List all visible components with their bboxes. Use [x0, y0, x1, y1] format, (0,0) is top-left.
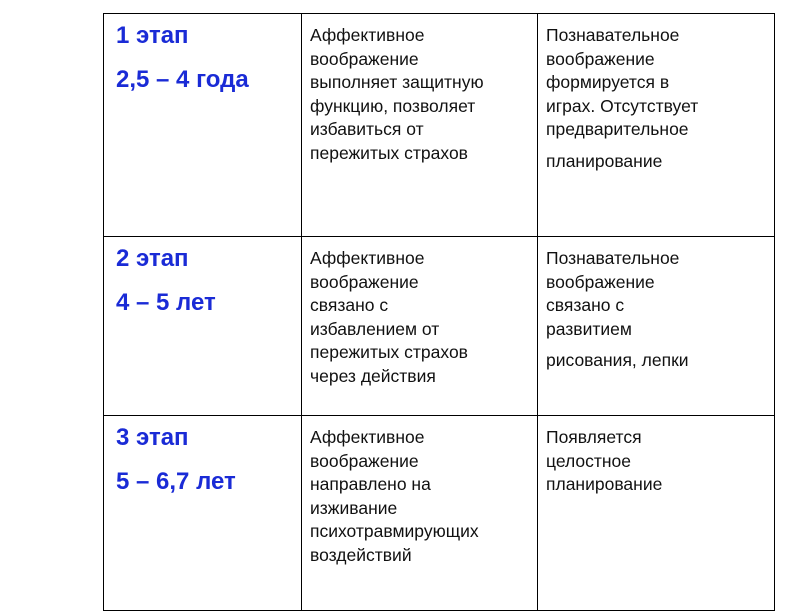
cognitive-description-tail: планирование [546, 150, 663, 171]
affective-description: Аффективное воображение направлено на изживание психотравмирующих воздействий [310, 427, 479, 565]
cognitive-description: Познавательное воображение связано с развитием [546, 248, 680, 339]
stage-cell [104, 14, 302, 237]
stage-label: 2 этап [116, 245, 189, 272]
stage-cell [104, 416, 302, 611]
cognitive-cell [538, 14, 775, 237]
table-row [104, 14, 775, 237]
stage-label: 3 этап [116, 424, 189, 451]
affective-cell [302, 416, 538, 611]
stage-age: 4 – 5 лет [116, 289, 216, 316]
stage-age: 2,5 – 4 года [116, 66, 249, 93]
affective-cell [302, 237, 538, 416]
cognitive-description: Появляется целостное планирование [546, 427, 663, 494]
cognitive-description: Познавательное воображение формируется в играх. Отсутствует предварительное [546, 25, 699, 139]
stage-age: 5 – 6,7 лет [116, 468, 236, 495]
cognitive-description-tail: рисования, лепки [546, 350, 689, 370]
imagination-stages-table [103, 13, 775, 611]
table-row [104, 416, 775, 611]
cognitive-cell [538, 237, 775, 416]
affective-cell [302, 14, 538, 237]
stage-cell [104, 237, 302, 416]
affective-description: Аффективное воображение выполняет защитную функцию, позволяет избавиться от пережитых страхов [310, 25, 484, 163]
cognitive-cell [538, 416, 775, 611]
stage-label: 1 этап [116, 22, 189, 49]
table-row [104, 237, 775, 416]
affective-description: Аффективное воображение связано с избавлением от пережитых страхов через действия [310, 248, 468, 386]
